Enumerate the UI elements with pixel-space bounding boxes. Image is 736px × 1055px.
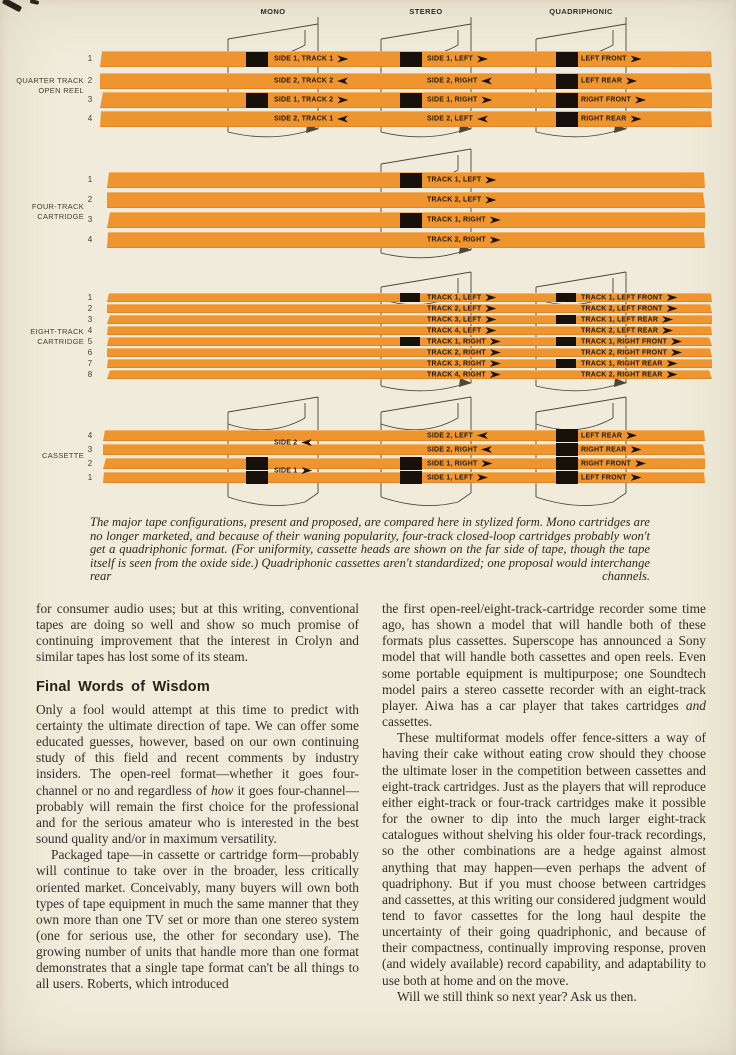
tape-head-square [400,293,420,302]
direction-arrow-right-icon [301,467,312,474]
direction-arrow-right-icon [635,97,646,104]
cylinder-line [536,272,626,287]
track-label [427,305,496,312]
track-number: 3 [87,95,93,104]
track-number: 4 [87,325,93,335]
track-number: 1 [87,472,93,482]
body-paragraph [36,702,359,847]
direction-arrow-right-icon [490,217,501,224]
direction-arrow-right-icon [481,460,492,467]
track-label [274,439,312,446]
track-number: 8 [87,369,93,379]
direction-arrow-right-icon [477,474,488,481]
cylinder-line [228,24,318,39]
tape-head-square [556,293,576,302]
track-label-text: SIDE 1, TRACK 1 [274,55,334,63]
track-label-text: TRACK 2, RIGHT [427,349,486,356]
track-label-text: SIDE 2, TRACK 1 [274,115,334,123]
cylinder-line [381,497,458,506]
track-label-text: TRACK 1, LEFT REAR [581,316,659,323]
track-label [427,177,496,184]
direction-arrow-right-icon [667,305,678,312]
track-label [581,338,682,345]
track-label-text: RIGHT REAR [581,446,627,453]
direction-arrow-left-icon [337,78,348,85]
track-number: 4 [87,430,93,440]
track-label [427,338,501,345]
track-label-text: TRACK 2, RIGHT FRONT [581,349,668,356]
track-label [427,360,501,367]
track-number: 3 [87,215,93,224]
direction-arrow-right-icon [490,360,501,367]
tape-motion-arrowhead [459,378,472,387]
cylinder-line [228,397,318,412]
column-header-stereo: STEREO [409,7,443,16]
track-label [427,197,496,204]
direction-arrow-right-icon [485,294,496,301]
track-label [581,460,646,467]
direction-arrow-right-icon [490,371,501,378]
tape-head-square [400,213,422,228]
track-label-text: TRACK 4, LEFT [427,327,482,334]
track-label-text: SIDE 1, RIGHT [427,460,478,467]
track-label [427,446,492,453]
tape-head-square [246,93,268,108]
track-label-text: SIDE 2, TRACK 2 [274,77,334,85]
track-label [274,97,348,104]
track-label [274,467,312,474]
track-label [427,349,501,356]
tape-track-band [107,232,705,248]
track-label-text: TRACK 1, RIGHT [427,216,486,224]
italic-text-run: how [211,782,234,798]
section-heading: Final Words of Wisdom [36,678,210,695]
track-label-text: SIDE 2, LEFT [427,115,473,123]
direction-arrow-left-icon [477,116,488,123]
tape-head-square [246,457,268,470]
cylinder-line [458,493,471,502]
tape-head-square [556,429,578,442]
track-number: 1 [87,175,93,184]
direction-arrow-left-icon [301,439,312,446]
tape-head-square [400,471,422,484]
track-label-text: TRACK 1, LEFT FRONT [581,294,663,301]
body-paragraph [382,989,706,1005]
tape-motion-arrowhead [614,378,627,387]
tape-head-square [556,93,578,108]
direction-arrow-right-icon [631,446,642,453]
track-label-text: SIDE 2, RIGHT [427,446,478,453]
section-label-quarter-track-open-reel [4,76,84,95]
track-label [427,116,488,123]
tape-head-square [400,52,422,67]
track-label-text: SIDE 1, LEFT [427,474,473,481]
body-paragraph [382,730,706,989]
direction-arrow-right-icon [667,294,678,301]
section-label-line: EIGHT-TRACK [30,327,84,336]
cylinder-line [381,418,458,430]
section-label-four-track-cartridge [4,202,84,221]
track-label [274,116,348,123]
track-number: 4 [87,114,93,123]
track-label [427,217,501,224]
direction-arrow-right-icon [485,197,496,204]
body-paragraph [36,847,359,992]
track-number: 3 [87,444,93,454]
cylinder-line [536,418,613,430]
track-number: 2 [87,76,93,85]
direction-arrow-right-icon [631,116,642,123]
cylinder-line [536,129,622,137]
track-label [581,78,637,85]
cylinder-line [228,418,305,430]
tape-head-square [556,443,578,456]
track-label [581,360,678,367]
cylinder-line [381,383,467,391]
track-label [427,432,488,439]
cylinder-line [536,24,626,39]
direction-arrow-right-icon [490,349,501,356]
cylinder-line [305,493,318,502]
direction-arrow-right-icon [631,474,642,481]
track-label-text: TRACK 1, LEFT [427,176,482,184]
tape-head-square [556,74,578,89]
track-number: 4 [87,235,93,244]
tape-head-square [246,471,268,484]
track-label-text: SIDE 2 [274,439,298,446]
direction-arrow-right-icon [485,316,496,323]
tape-head-square [556,471,578,484]
track-label [581,97,646,104]
tape-format-diagram [0,0,736,515]
text-run: cassettes. [382,714,433,730]
column-header-mono: MONO [260,7,286,16]
cylinder-line [381,129,467,137]
track-number: 7 [87,358,93,368]
track-label-text: TRACK 2, LEFT FRONT [581,305,663,312]
track-number: 1 [87,292,93,302]
tape-head-square [400,337,420,346]
tape-head-square [246,52,268,67]
section-label-line: FOUR-TRACK [31,202,84,211]
text-run: Only a fool would attempt at this time to predict with certainty the ultimate direction of tape. We can offer some educated guesses, however, based on our own continuing study of this field and recent comments by industry insiders. The open-reel format—whether it goes four-channel or no and regardless of [36,701,359,798]
track-label-text: TRACK 1, RIGHT REAR [581,360,663,367]
track-number: 1 [87,54,93,63]
section-label-cassette [4,451,84,461]
track-label [427,237,501,244]
section-label-line: CARTRIDGE [37,211,84,221]
tape-head-square [400,173,422,188]
track-label-text: LEFT REAR [581,432,623,439]
direction-arrow-left-icon [337,116,348,123]
track-label [581,371,678,378]
track-label-text: TRACK 1, RIGHT [427,338,486,345]
body-column-left [36,601,359,993]
track-label [581,474,642,481]
body-paragraph [382,601,706,730]
cylinder-line [228,129,314,137]
track-label [581,56,642,63]
direction-arrow-right-icon [626,432,637,439]
track-number: 5 [87,336,93,346]
track-label [427,56,488,63]
tape-track-band [107,192,705,208]
text-run: These multiformat models offer fence-sitters a way of having their cake without eating crow should they choose the ultimate loser in the competition between cassettes and eight-track cartridges. Just as the players that will reproduce either eight-track or four-track cartridges make it possible for the owner to dip into the much larger eight-track catalogues without shelving his older four-track recordings, so the other combinations are a hedge against almost anything that may happen—even perhaps the advent of quadriphony. But if you must choose between cartridges and cassettes, at this writing our considered judgment would tend to favor cassettes for the long haul despite the uncertainty of their going quadriphonic, and because of their compactness, continually improving response, proven (and widely available) record capability, and adaptability to use both at home and on the move. [382,730,706,988]
track-label-text: TRACK 2, LEFT REAR [581,327,659,334]
cylinder-line [381,397,471,412]
direction-arrow-right-icon [667,360,678,367]
text-run: Will we still think so next year? Ask us then. [397,988,637,1004]
track-label [581,116,642,123]
track-number: 2 [87,195,93,204]
body-column-right [382,601,706,1005]
text-run: the first open-reel/eight-track-cartridge recorder some time ago, has shown a model that will handle both of these formats plus cassettes. Superscope has announced a Sony model that will handle both cassettes and open reels. Even some portable equipment is multipurpose; one Soundtech model pairs a stereo cassette recorder with an eight-track player. Aiwa has a car player that takes cartridges [382,601,706,713]
cylinder-line [381,24,471,39]
direction-arrow-right-icon [662,316,673,323]
track-label [581,305,678,312]
track-label-text: TRACK 2, LEFT [427,196,482,204]
track-label-text: SIDE 1, RIGHT [427,96,478,104]
cylinder-line [381,272,471,287]
italic-text-run: and [685,697,706,713]
direction-arrow-right-icon [667,371,678,378]
body-paragraph [36,601,359,666]
text-run: for consumer audio uses; but at this writing, conventional tapes are doing so well and show so much promise of continuing improvement that the interest in Crolyn and similar tapes has lost some of its steam. [36,601,359,665]
track-label-text: RIGHT REAR [581,115,627,123]
tape-head-square [556,52,578,67]
track-label [427,327,496,334]
direction-arrow-right-icon [490,237,501,244]
tape-head-square [400,457,422,470]
track-label-text: RIGHT FRONT [581,96,632,104]
track-label [427,460,492,467]
direction-arrow-left-icon [477,432,488,439]
column-header-quad: QUADRIPHONIC [549,7,613,16]
track-label-text: LEFT FRONT [581,474,627,481]
track-label [581,327,673,334]
track-number: 2 [87,303,93,313]
direction-arrow-left-icon [481,446,492,453]
tape-head-square [400,93,422,108]
direction-arrow-right-icon [337,97,348,104]
direction-arrow-right-icon [635,460,646,467]
track-label-text: TRACK 2, RIGHT [427,236,486,244]
direction-arrow-right-icon [485,327,496,334]
track-label-text: SIDE 2, LEFT [427,432,473,439]
track-label [581,432,637,439]
figure-caption: The major tape configurations, present and proposed, are compared here in stylized form. Mono cartridges are no longer marketed, and because of their waning popularity, four-track closed-loop cartridges probably won't get a quadriphonic format. (For uniformity, cassette heads are shown on the far side of tape, though the tape itself is seen from the oxide side.) Quadriphonic cassettes aren't standardized; one proposal would interchange rear channels. [90,515,650,584]
text-run: it goes four-channel—probably will remain the first choice for the professional and for the serious amateur who is interested in the best sound quality and/or in maximum versatility. [36,782,359,847]
tape-head-square [556,315,576,324]
tape-head-square [556,359,576,368]
cylinder-line [613,493,626,502]
direction-arrow-right-icon [626,78,637,85]
direction-arrow-left-icon [481,78,492,85]
track-label-text: TRACK 1, LEFT [427,294,482,301]
section-label-line: QUARTER TRACK [16,76,84,85]
track-label-text: TRACK 1, RIGHT FRONT [581,338,668,345]
track-label [427,294,496,301]
track-label-text: SIDE 1 [274,467,298,474]
track-label [581,294,678,301]
cylinder-line [381,149,471,164]
track-label [581,316,673,323]
track-label-text: TRACK 4, RIGHT [427,371,486,378]
direction-arrow-right-icon [337,56,348,63]
track-label [427,78,492,85]
direction-arrow-right-icon [481,97,492,104]
tape-head-square [556,112,578,127]
direction-arrow-right-icon [485,305,496,312]
track-label-text: LEFT REAR [581,77,623,85]
track-label [427,97,492,104]
direction-arrow-right-icon [662,327,673,334]
track-label-text: SIDE 2, RIGHT [427,77,478,85]
cylinder-line [228,497,305,506]
cylinder-line [536,397,626,412]
track-label-text: TRACK 2, RIGHT REAR [581,371,663,378]
section-label-line: CARTRIDGE [37,336,84,346]
section-label-eight-track-cartridge [4,327,84,346]
track-number: 3 [87,314,93,324]
direction-arrow-right-icon [490,338,501,345]
track-label-text: SIDE 1, LEFT [427,55,473,63]
track-label-text: LEFT FRONT [581,55,627,63]
section-label-line: OPEN REEL [38,85,84,95]
track-label-text: SIDE 1, TRACK 2 [274,96,334,104]
track-label [427,316,496,323]
track-label-text: TRACK 2, LEFT [427,305,482,312]
direction-arrow-right-icon [477,56,488,63]
section-label-line: CASSETTE [42,451,84,460]
tape-head-square [556,457,578,470]
cylinder-line [536,383,622,391]
track-label [274,56,348,63]
track-label-text: RIGHT FRONT [581,460,632,467]
track-number: 6 [87,347,93,357]
track-label-text: TRACK 3, LEFT [427,316,482,323]
track-label-text: TRACK 3, RIGHT [427,360,486,367]
cylinder-line [381,250,467,258]
track-label [274,78,348,85]
direction-arrow-right-icon [485,177,496,184]
direction-arrow-right-icon [671,349,682,356]
cylinder-line [536,497,613,506]
track-number: 2 [87,458,93,468]
track-label [427,371,501,378]
tape-head-square [556,337,576,346]
track-label [581,446,642,453]
track-label [581,349,682,356]
text-run: Packaged tape—in cassette or cartridge form—probably will continue to take over in the broader, less critically oriented market. Conceivably, many buyers will own both types of tape equipment in much the same manner that they own more than one TV set or more than one stereo system (one for serious use, the other for secondary use). The growing number of units that handle more than one format demonstrates that a single tape format can't be all things to all users. Roberts, which introduced [36,847,359,992]
direction-arrow-right-icon [631,56,642,63]
track-label [427,474,488,481]
direction-arrow-right-icon [671,338,682,345]
